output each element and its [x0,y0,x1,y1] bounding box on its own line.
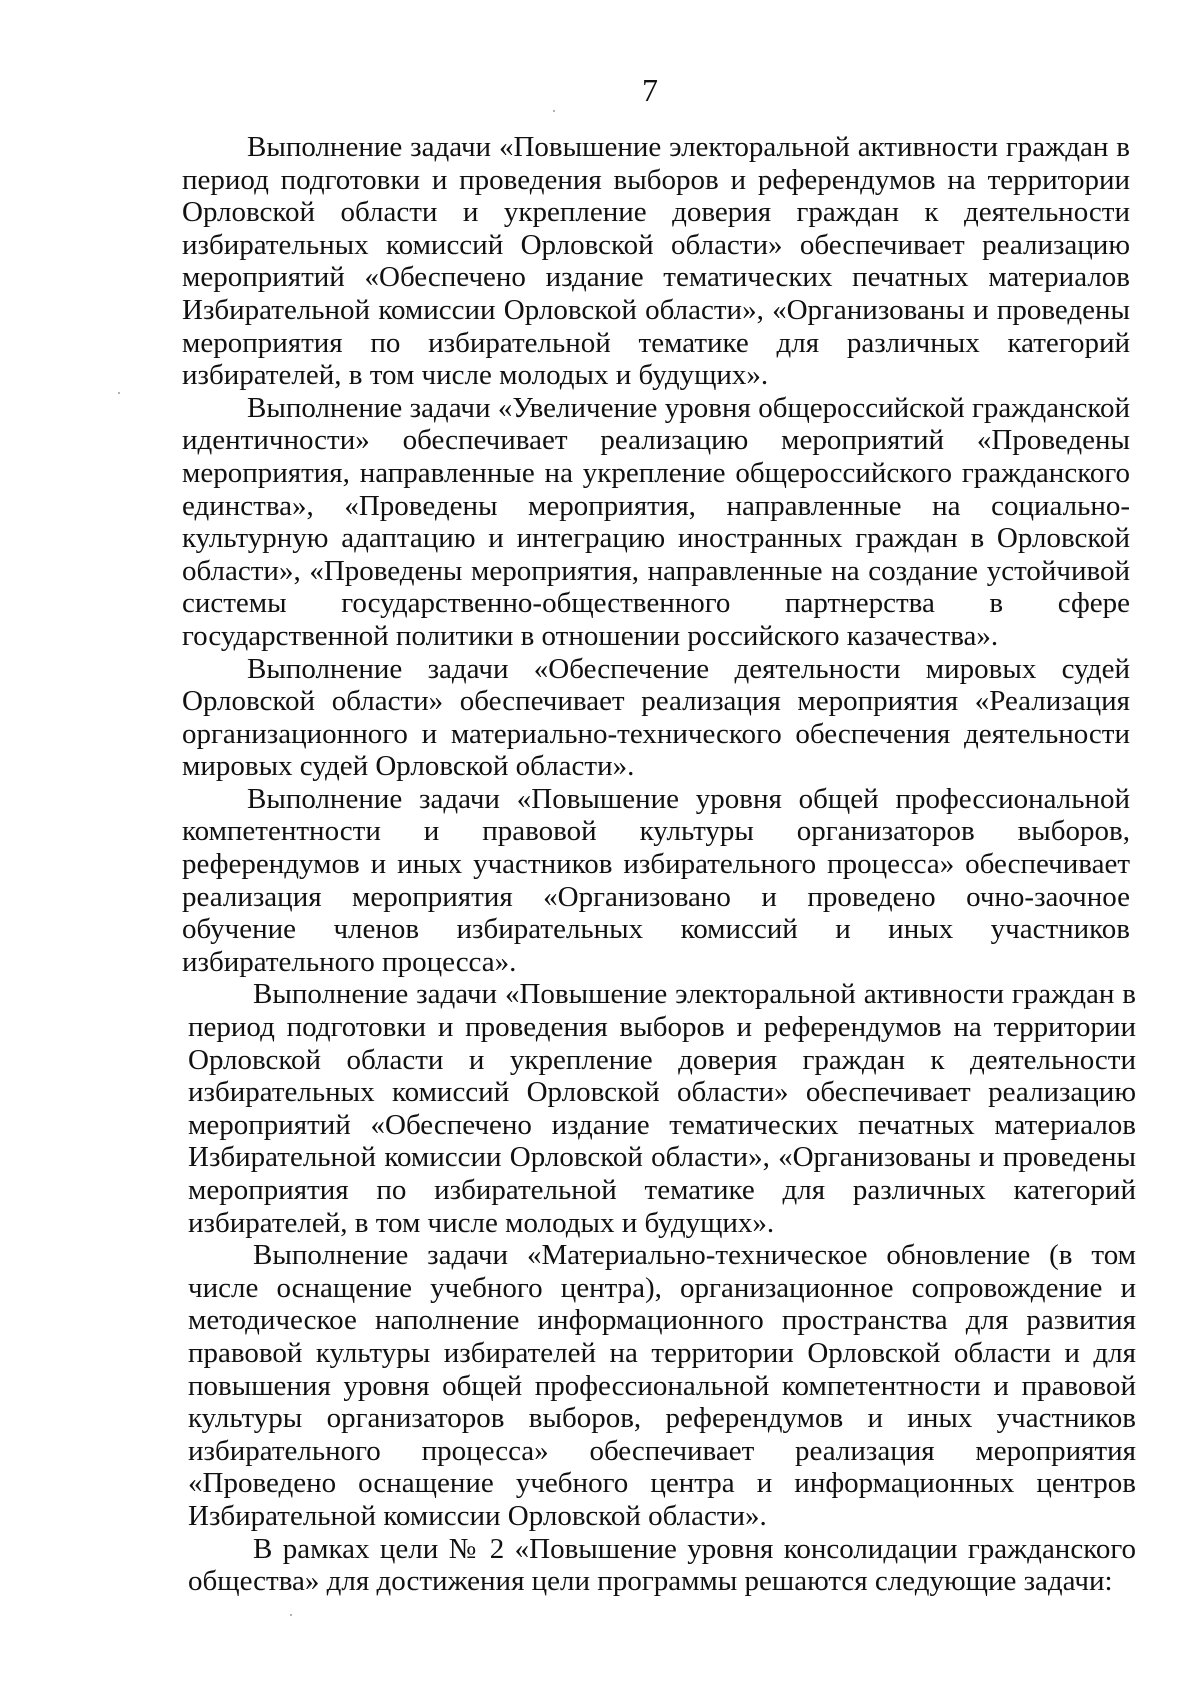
document-body [182,131,1136,1598]
scan-speck [118,392,120,394]
scan-speck [290,1614,292,1616]
paragraph-legal-culture: Выполнение задачи «Повышение уровня общей профессиональной компетентности и правовой культуры организаторов выборов, референдумов и иных участников избирательного процесса» обеспечивает реализация мероприятия «Организовано и проведено очно-заочное обучение членов избирательных комиссий и иных участников избирательного процесса». [182,782,1130,978]
paragraph-goal-2: В рамках цели № 2 «Повышение уровня консолидации гражданского общества» для достижения цели программы решаются следующие задачи: [188,1532,1136,1598]
paragraph-civic-identity: Выполнение задачи «Увеличение уровня общероссийской гражданской идентичности» обеспечивает реализацию мероприятий «Проведены мероприятия, направленные на укрепление общероссийского гражданского единства», «Проведены мероприятия, направленные на социально-культурную адаптацию и интеграцию иностранных граждан в Орловской области», «Проведены мероприятия, направленные на создание устойчивой системы государственно-общественного партнерства в сфере государственной политики в отношении российского казачества». [182,391,1130,652]
paragraph-electoral-activity-repeat: Выполнение задачи «Повышение электоральной активности граждан в период подготовки и проведения выборов и референдумов на территории Орловской области и укрепление доверия граждан к деятельности избирательных комиссий Орловской области» обеспечивает реализацию мероприятий «Обеспечено издание тематических печатных материалов Избирательной комиссии Орловской области», «Организованы и проведены мероприятия по избирательной тематике для различных категорий избирателей, в том числе молодых и будущих». [188,978,1136,1239]
paragraph-training-center: Выполнение задачи «Материально-техническое обновление (в том числе оснащение учебного центра), организационное сопровождение и методическое наполнение информационного пространства для развития правовой культуры избирателей на территории Орловской области и для повышения уровня общей профессиональной компетентности и правовой культуры организаторов выборов, референдумов и иных участников избирательного процесса» обеспечивает реализация мероприятия «Проведено оснащение учебного центра и информационных центров Избирательной комиссии Орловской области». [188,1239,1136,1532]
paragraph-magistrates: Выполнение задачи «Обеспечение деятельности мировых судей Орловской области» обеспечивает реализация мероприятия «Реализация организационного и материально-технического обеспечения деятельности мировых судей Орловской области». [182,652,1130,783]
scan-speck [553,110,555,112]
paragraph-electoral-activity: Выполнение задачи «Повышение электоральной активности граждан в период подготовки и проведения выборов и референдумов на территории Орловской области и укрепление доверия граждан к деятельности избирательных комиссий Орловской области» обеспечивает реализацию мероприятий «Обеспечено издание тематических печатных материалов Избирательной комиссии Орловской области», «Организованы и проведены мероприятия по избирательной тематике для различных категорий избирателей, в том числе молодых и будущих». [182,131,1130,392]
page-number: 7 [642,72,658,108]
